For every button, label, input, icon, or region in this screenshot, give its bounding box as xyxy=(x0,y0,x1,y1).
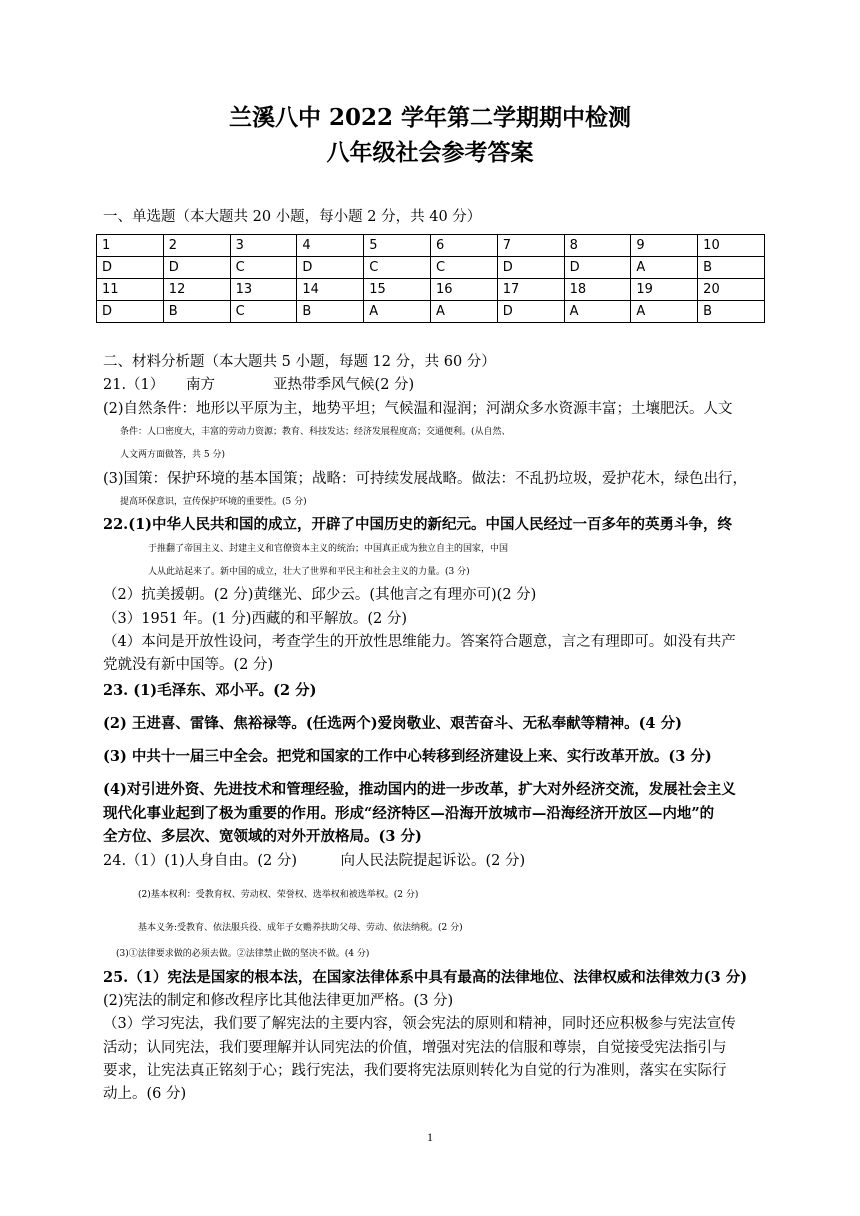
table-cell: 2 xyxy=(163,235,230,257)
answer-line: (2) 王进喜、雷锋、焦裕禄等。(任选两个)爱岗敬业、艰苦奋斗、无私奉献等精神。(4 分) xyxy=(103,715,682,732)
answer-line: （2）抗美援朝。(2 分)黄继光、邱少云。(其他言之有理亦可)(2 分) xyxy=(103,587,537,603)
table-cell: 11 xyxy=(97,279,164,301)
table-cell: C xyxy=(364,257,431,279)
answer-line: 活动；认同宪法，我们要理解并认同宪法的价值，增强对宪法的信服和尊崇，自觉接受宪法指引与 xyxy=(103,1040,727,1056)
table-cell: 13 xyxy=(230,279,297,301)
answer-line: 现代化事业起到了极为重要的作用。形成“经济特区—沿海开放城市—沿海经济开放区—内地”的 xyxy=(103,805,715,822)
table-cell: B xyxy=(698,301,765,323)
table-cell: 18 xyxy=(564,279,631,301)
answer-line: (2)宪法的制定和修改程序比其他法律更加严格。(3 分) xyxy=(103,993,454,1009)
answer-line: 要求，让宪法真正铭刻于心；践行宪法，我们要将宪法原则转化为自觉的行为准则，落实在实际行 xyxy=(103,1063,727,1079)
table-cell: 16 xyxy=(430,279,497,301)
table-cell: 10 xyxy=(698,235,765,257)
answer-line: 于推翻了帝国主义、封建主义和官僚资本主义的统治；中国真正成为独立自主的国家，中国 xyxy=(148,544,509,554)
table-row xyxy=(97,279,765,301)
answer-line: 提高环保意识，宣传保护环境的重要性。(5 分) xyxy=(120,497,307,507)
table-cell: 19 xyxy=(631,279,698,301)
table-cell: 14 xyxy=(297,279,364,301)
answer-line: (3)国策：保护环境的基本国策；战略：可持续发展战略。做法：不乱扔垃圾，爱护花木，绿色出行， xyxy=(103,471,748,487)
table-cell: A xyxy=(364,301,431,323)
table-cell: D xyxy=(297,257,364,279)
answer-line: (2)自然条件：地形以平原为主，地势平坦；气候温和湿润；河湖众多水资源丰富；土壤肥沃。人文 xyxy=(103,401,733,417)
section-1-heading: 一、单选题（本大题共 20 小题，每小题 2 分，共 40 分） xyxy=(103,209,482,225)
table-cell: D xyxy=(97,257,164,279)
page-number: 1 xyxy=(427,1130,433,1144)
answer-line: （4）本问是开放性设问，考查学生的开放性思维能力。答案符合题意，言之有理即可。如没有共产 xyxy=(103,634,736,650)
answer-line: 21.（1） 南方 亚热带季风气候(2 分) xyxy=(103,377,415,393)
answer-line: 基本义务:受教育、依法服兵役、成年子女赡养扶助父母、劳动、依法纳税。(2 分) xyxy=(138,923,463,933)
table-cell: 12 xyxy=(163,279,230,301)
table-cell: B xyxy=(698,257,765,279)
answer-line: (2)基本权利：受教育权、劳动权、荣誉权、选举权和被选举权。(2 分) xyxy=(138,890,419,900)
table-row xyxy=(97,301,765,323)
table-cell: 3 xyxy=(230,235,297,257)
answer-line: （3）1951 年。(1 分)西藏的和平解放。(2 分) xyxy=(103,611,408,627)
table-cell: C xyxy=(230,257,297,279)
answer-line: 人从此站起来了。新中国的成立，壮大了世界和平民主和社会主义的力量。(3 分) xyxy=(148,567,470,577)
table-cell: A xyxy=(631,257,698,279)
table-cell: C xyxy=(230,301,297,323)
answer-line: (4)对引进外资、先进技术和管理经验，推动国内的进一步改革，扩大对外经济交流，发展社会主义 xyxy=(103,781,736,798)
answer-table xyxy=(96,234,765,323)
table-cell: D xyxy=(564,257,631,279)
table-cell: D xyxy=(497,301,564,323)
table-cell: 7 xyxy=(497,235,564,257)
answer-line: 人文两方面做答，共 5 分) xyxy=(120,450,225,460)
answer-line: 条件：人口密度大，丰富的劳动力资源；教育、科技发达；经济发展程度高；交通便利。(从自然、 xyxy=(120,427,511,437)
table-cell: 20 xyxy=(698,279,765,301)
answer-line: 动上。(6 分) xyxy=(103,1086,187,1102)
table-cell: 4 xyxy=(297,235,364,257)
section-2-heading: 二、材料分析题（本大题共 5 小题，每题 12 分，共 60 分） xyxy=(103,354,496,370)
document-subtitle: 八年级社会参考答案 xyxy=(326,139,534,166)
answer-line: 22.(1)中华人民共和国的成立，开辟了中国历史的新纪元。中国人民经过一百多年的英勇斗争，终 xyxy=(103,516,733,533)
table-row xyxy=(97,257,765,279)
table-cell: 1 xyxy=(97,235,164,257)
table-cell: 15 xyxy=(364,279,431,301)
table-cell: A xyxy=(564,301,631,323)
table-cell: D xyxy=(97,301,164,323)
table-cell: A xyxy=(430,301,497,323)
answer-line: (3)①法律要求做的必须去做。②法律禁止做的坚决不做。(4 分) xyxy=(116,949,370,959)
table-cell: 8 xyxy=(564,235,631,257)
answer-line: (3) 中共十一届三中全会。把党和国家的工作中心转移到经济建设上来、实行改革开放。(3 分) xyxy=(103,748,712,765)
answer-line: 全方位、多层次、宽领域的对外开放格局。(3 分) xyxy=(103,828,422,845)
table-cell: C xyxy=(430,257,497,279)
table-cell: B xyxy=(297,301,364,323)
table-cell: A xyxy=(631,301,698,323)
table-cell: D xyxy=(163,257,230,279)
answer-line: （3）学习宪法，我们要了解宪法的主要内容，领会宪法的原则和精神，同时还应积极参与宪法宣传 xyxy=(103,1016,736,1032)
table-cell: B xyxy=(163,301,230,323)
table-cell: 5 xyxy=(364,235,431,257)
table-cell: 17 xyxy=(497,279,564,301)
table-cell: 9 xyxy=(631,235,698,257)
table-row xyxy=(97,235,765,257)
answer-line: 党就没有新中国等。(2 分) xyxy=(103,657,274,673)
answer-line: 23. (1)毛泽东、邓小平。(2 分) xyxy=(103,682,317,699)
document-title: 兰溪八中 2022 学年第二学期期中检测 xyxy=(228,104,632,131)
table-cell: 6 xyxy=(430,235,497,257)
answer-line: 25.（1）宪法是国家的根本法，在国家法律体系中具有最高的法律地位、法律权威和法律效力(3 分) xyxy=(103,969,748,986)
table-cell: D xyxy=(497,257,564,279)
answer-line: 24.（1）(1)人身自由。(2 分) 向人民法院提起诉讼。(2 分) xyxy=(103,853,526,869)
